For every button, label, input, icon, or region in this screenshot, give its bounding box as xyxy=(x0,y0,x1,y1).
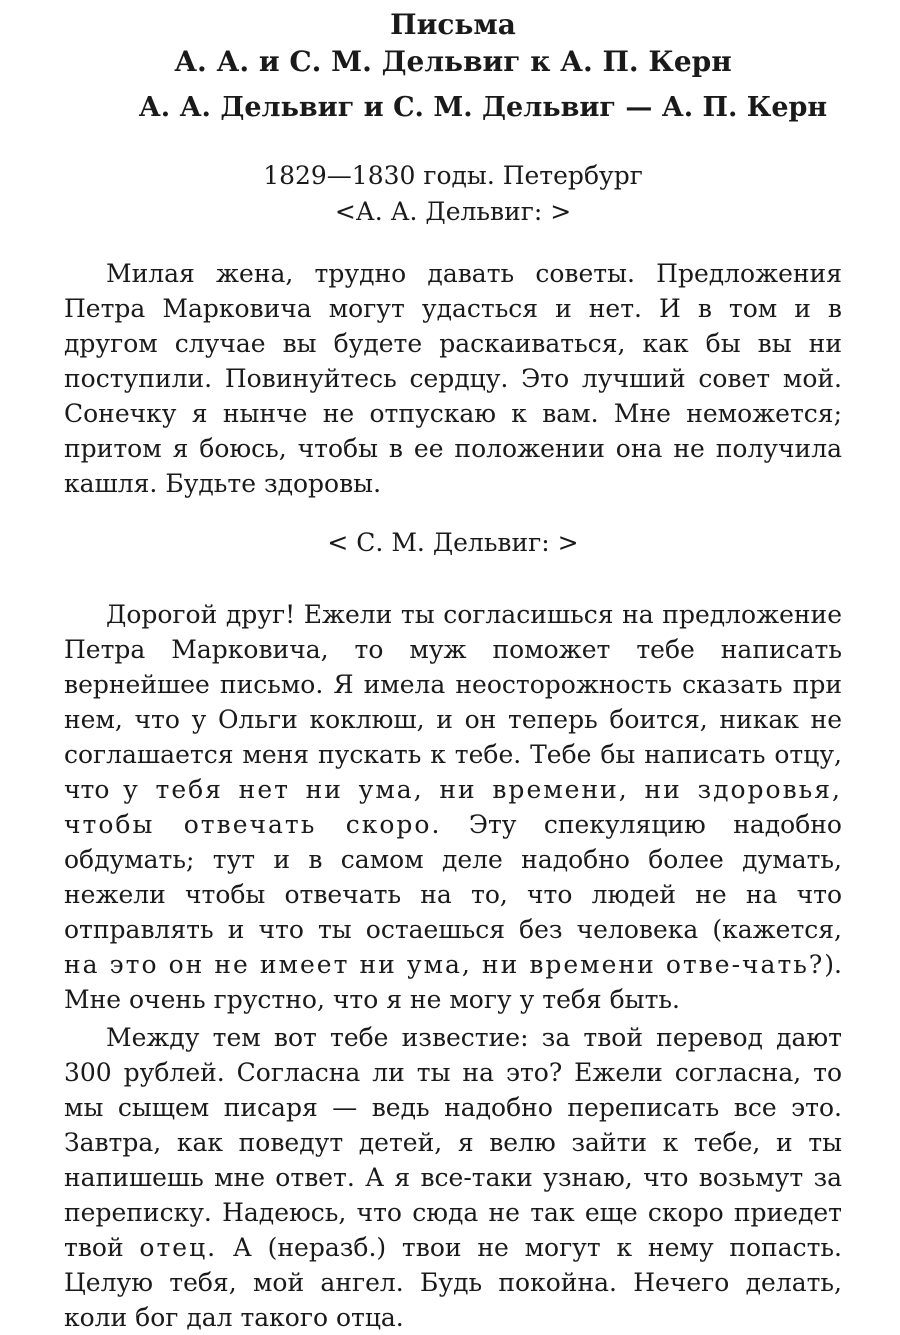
letter-spaced-emphasis: отец. xyxy=(139,1233,218,1262)
document-page xyxy=(64,6,842,1335)
letter-spaced-emphasis: у тебя нет ни ума, ни времени, ни здоровья, чтобы отвечать скоро. xyxy=(64,775,842,839)
letter-paragraph-2 xyxy=(64,597,842,1017)
letter-spaced-emphasis: на это он не имеет ни ума, ни времени отве-чать? xyxy=(64,950,825,979)
signature-delvig-s: < С. М. Дельвиг: > xyxy=(327,528,579,557)
document-title-line1: Письма xyxy=(390,8,516,41)
letter-text-segment: ). Мне очень грустно, что я не могу у тебя быть. xyxy=(64,950,842,1014)
signature-delvig-a: <А. А. Дельвиг: > xyxy=(334,197,572,226)
section-subtitle: А. А. Дельвиг и С. М. Дельвиг — А. П. Керн xyxy=(138,92,828,123)
letter-text-segment: Эту спекуляцию надобно обдумать; тут и в самом деле надобно более думать, нежели чтобы отвечать на то, что людей не на что отправлять и что ты остаешься без человека (кажется, xyxy=(64,810,842,944)
letter-text-segment: А (неразб.) твои не могут к нему попасть. Целую тебя, мой ангел. Будь покойна. Нечего делать, коли бог дал такого отца. xyxy=(64,1233,842,1332)
date-place-line: 1829—1830 годы. Петербург xyxy=(263,161,643,190)
letter-text-segment: Между тем вот тебе известие: за твой перевод дают 300 рублей. Согласна ли ты на это? Ежели согласна, то мы сыщем писаря — ведь надобно переписать все это. Завтра, как поведут детей, я велю зайти к тебе, и ты напишешь мне ответ. А я все-таки узнаю, что возьмут за переписку. Надеюсь, что сюда не так еще скоро приедет твой xyxy=(64,1023,842,1262)
document-title-line2: А. А. и С. М. Дельвиг к А. П. Керн xyxy=(174,45,732,78)
letter-paragraph-3 xyxy=(64,1020,842,1335)
letter-paragraph-1: Милая жена, трудно давать советы. Предложения Петра Марковича могут удасться и нет. И в том и в другом случае вы будете раскаиваться, как бы вы ни поступили. Повинуйтесь сердцу. Это лучший совет мой. Сонечку я нынче не отпускаю к вам. Мне неможется; притом я боюсь, чтобы в ее положении она не получила кашля. Будьте здоровы. xyxy=(64,259,842,498)
letter-text-segment: Дорогой друг! Ежели ты согласишься на предложение Петра Марковича, то муж поможет тебе написать вернейшее письмо. Я имела неосторожность сказать при нем, что у Ольги коклюш, и он теперь боится, никак не соглашается меня пускать к тебе. Тебе бы написать отцу, что xyxy=(64,600,842,804)
